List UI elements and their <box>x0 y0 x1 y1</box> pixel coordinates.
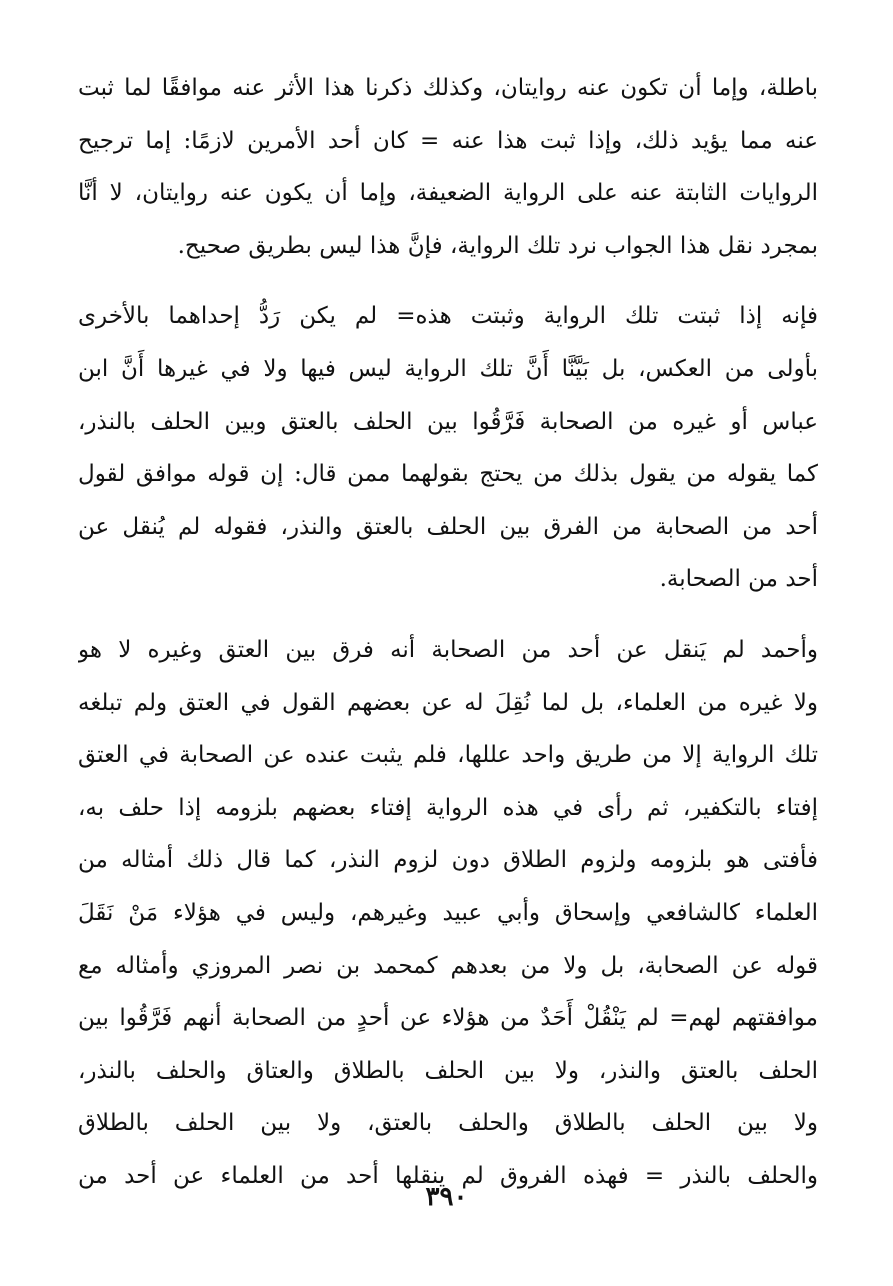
text-line: الروايات الثابتة عنه على الرواية الضعيفة، وإما أن يكون عنه روايتان، لا أنَّا <box>78 180 818 207</box>
text-line: كما يقوله من يقول بذلك من يحتج بقولهما ممن قال: إن قوله موافق لقول <box>78 461 818 488</box>
page-number: ٣٩٠ <box>425 1182 468 1212</box>
text-line: والحلف بالنذر = فهذه الفروق لم ينقلها أحد من العلماء عن أحد من <box>78 1162 818 1189</box>
text-line: تلك الرواية إلا من طريق واحد عللها، فلم يثبت عنده عن الصحابة في العتق <box>78 742 818 769</box>
paragraph-3 <box>78 624 818 1203</box>
text-line: باطلة، وإما أن تكون عنه روايتان، وكذلك ذكرنا هذا الأثر عنه موافقًا لما ثبت <box>78 75 818 101</box>
page-body <box>78 62 818 1202</box>
paragraph-2 <box>78 290 818 606</box>
text-line: قوله عن الصحابة، بل ولا من بعدهم كمحمد بن نصر المروزي وأمثاله مع <box>78 952 818 979</box>
text-line: إفتاء بالتكفير، ثم رأى في هذه الرواية إفتاء بعضهم بلزومه إذا حلف به، <box>78 794 818 821</box>
text-line: فأفتى هو بلزومه ولزوم الطلاق دون لزوم النذر، كما قال ذلك أمثاله من <box>78 847 818 874</box>
text-line: العلماء كالشافعي وإسحاق وأبي عبيد وغيرهم، وليس في هؤلاء مَنْ نَقَلَ <box>78 899 818 926</box>
text-line: بمجرد نقل هذا الجواب نرد تلك الرواية، فإنَّ هذا ليس بطريق صحيح. <box>177 232 818 259</box>
text-line: الحلف بالعتق والنذر، ولا بين الحلف بالطلاق والعتاق والحلف بالنذر، <box>78 1057 818 1084</box>
text-line: وأحمد لم يَنقل عن أحد من الصحابة أنه فرق بين العتق وغيره لا هو <box>78 636 818 663</box>
paragraph-1 <box>78 62 818 272</box>
text-line: أحد من الصحابة. <box>659 566 818 593</box>
text-line: فإنه إذا ثبتت تلك الرواية وثبتت هذه= لم يكن رَدُّ إحداهما بالأخرى <box>78 303 818 330</box>
text-line: عباس أو غيره من الصحابة فَرَّقُوا بين الحلف بالعتق وبين الحلف بالنذر، <box>78 408 818 435</box>
text-line: موافقتهم لهم= لم يَنْقُلْ أَحَدٌ من هؤلاء عن أحدٍ من الصحابة أنهم فَرَّقُوا بين <box>78 1005 818 1032</box>
text-line: ولا غيره من العلماء، بل لما نُقِلَ له عن بعضهم القول في العتق ولم تبلغه <box>78 689 818 716</box>
text-line: عنه مما يؤيد ذلك، وإذا ثبت هذا عنه = كان أحد الأمرين لازمًا: إما ترجيح <box>78 127 818 154</box>
text-line: ولا بين الحلف بالطلاق والحلف بالعتق، ولا بين الحلف بالطلاق <box>78 1110 818 1137</box>
text-line: أحد من الصحابة من الفرق بين الحلف بالعتق والنذر، فقوله لم يُنقل عن <box>78 513 818 540</box>
text-line: بأولى من العكس، بل بَيَّنَّا أَنَّ تلك الرواية ليس فيها ولا في غيرها أَنَّ ابن <box>78 355 818 382</box>
